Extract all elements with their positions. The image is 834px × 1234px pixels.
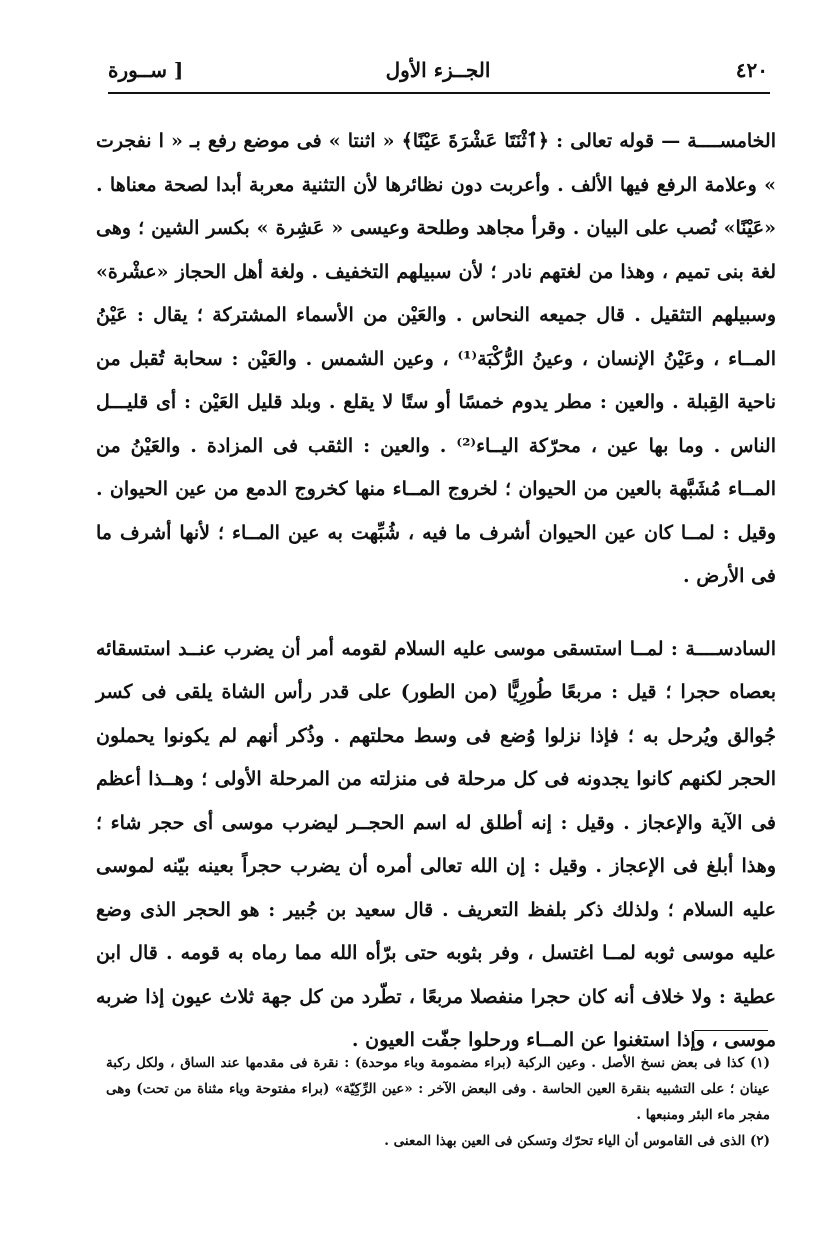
paragraph-sixth-issue: السادســــة : لمــا استسقى موسى عليه السلام لقومه أمر أن يضرب عنــد استسقائه بعصاه حجرا ؛ قيل : مربعًا طُورِيًّا (من الطور) على قدر رأس الشاة يلقى فى كسر جُوالق ويُرحل به ؛ فإذا نزلوا وُضع فى وسط محلتهم . وذُكر أنهم لم يكونوا يحملون الحجر لكنهم كانوا يجدونه فى كل مرحلة فى منزلته من المرحلة الأولى ؛ وهــذا أعظم فى الآية والإعجاز . وقيل : إنه أطلق له اسم الحجــر ليضرب موسى أى حجر شاء ؛ وهذا أبلغ فى الإعجاز . وقيل : إن الله تعالى أمره أن يضرب حجراً بعينه بيّنه لموسى عليه السلام ؛ ولذلك ذكر بلفظ التعريف . قال سعيد بن جُبير : هو الحجر الذى وضع عليه موسى ثوبه لمــا اغتسل ، وفر بثوبه حتى برّأه الله مما رماه به قومه . قال ابن عطية : ولا خلاف أنه كان حجرا منفصلا مربعًا ، تطّرد من كل جهة ثلاث عيون إذا ضربه موسى ، وإذا استغنوا عن المــاء ورحلوا جفّت العيون . bbox=[96, 637, 776, 1051]
main-text bbox=[96, 120, 776, 1051]
page-number: ٤٢٠ bbox=[735, 58, 768, 82]
footnote-rule bbox=[694, 1030, 768, 1031]
part-title: الجــزء الأول bbox=[385, 58, 491, 82]
footnotes bbox=[106, 1050, 770, 1170]
running-header bbox=[108, 50, 768, 90]
surah-label: [ ســورة bbox=[108, 58, 184, 82]
footnote-1: (١) كذا فى بعض نسخ الأصل . وعين الركبة (براء مضمومة وباء موحدة) : نقرة فى مقدمها عند الساق ، ولكل ركبة عينان ؛ على التشبيه بنقرة العين الحاسة . وفى البعض الآخر : «عين الرِّكِيّة» (براء مفتوحة وياء مثناة من تحت) وهى مفجر ماء البئر ومنبعها . bbox=[106, 1055, 770, 1123]
paragraph-fifth-issue: الخامســــة — قوله تعالى : ﴿ٱثْنَتَا عَشْرَةَ عَيْنًا﴾ « اثنتا » فى موضع رفع بـ « ا نفجرت » وعلامة الرفع فيها الألف . وأعربت دون نظائرها لأن التثنية معربة أبدا لصحة معناها . «عَيْنًا» نُصب على البيان . وقرأ مجاهد وطلحة وعيسى « عَشِرة » بكسر الشين ؛ وهى لغة بنى تميم ، وهذا من لغتهم نادر ؛ لأن سبيلهم التخفيف . ولغة أهل الحجاز «عشْرة» وسبيلهم التثقيل . قال جميعه النحاس . والعَيْن من الأسماء المشتركة ؛ يقال : عَيْنُ المــاء ، وعَيْنُ الإنسان ، وعينُ الرُّكْبَة⁽¹⁾ ، وعين الشمس . والعَيْن : سحابة تُقبل من ناحية القِبلة . والعين : مطر يدوم خمسًا أو ستًا لا يقلع . وبلد قليل العَيْن : أى قليـــل الناس . وما بها عين ، محرّكة اليــاء⁽²⁾ . والعين : الثقب فى المزادة . والعَيْنُ من المــاء مُشَبَّهة بالعين من الحيوان ؛ لخروج المــاء منها كخروج الدمع من عين الحيوان . وقيل : لمــا كان عين الحيوان أشرف ما فيه ، شُبِّهت به عين المــاء ؛ لأنها أشرف ما فى الأرض . bbox=[96, 130, 776, 587]
header-rule bbox=[108, 92, 770, 94]
footnote-2: (٢) الذى فى القاموس أن الياء تحرّك وتسكن فى العين بهذا المعنى . bbox=[384, 1133, 770, 1149]
